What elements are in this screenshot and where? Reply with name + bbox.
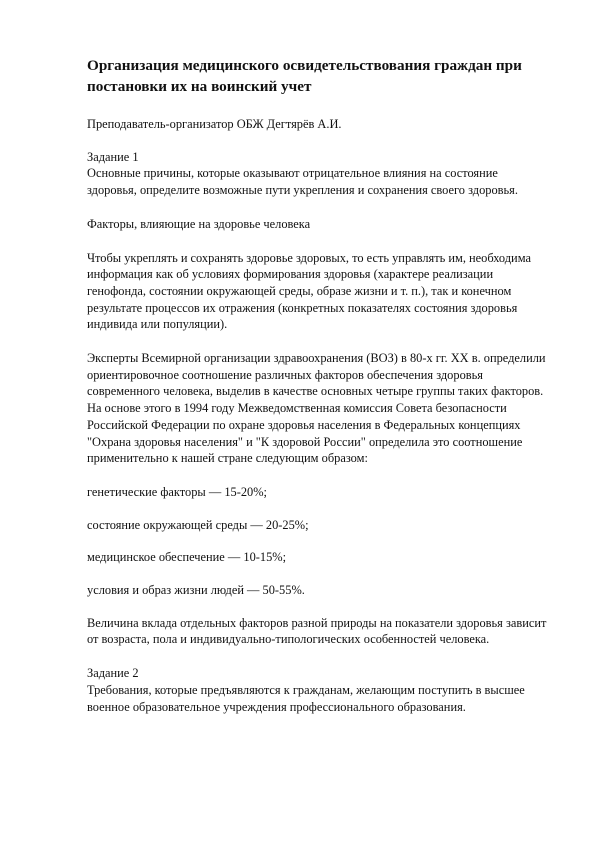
task-2-text: Требования, которые предъявляются к гражданам, желающим поступить в высшее военное образовательное учреждения профессионального образования. xyxy=(87,682,525,714)
factor-item: состояние окружающей среды — 20-25%; xyxy=(87,517,309,532)
factor-item: медицинское обеспечение — 10-15%; xyxy=(87,550,287,565)
document-title: Организация медицинского освидетельствования граждан при постановки их на воинский учет xyxy=(87,57,522,95)
task-2-heading: Задание 2 xyxy=(87,666,139,681)
section-subheading: Факторы, влияющие на здоровье человека xyxy=(87,216,311,231)
author-line: Преподаватель-организатор ОБЖ Дегтярёв А.И. xyxy=(87,117,342,131)
factor-item: генетические факторы — 15-20%; xyxy=(87,484,267,499)
paragraph-1: Чтобы укреплять и сохранять здоровье здоровых, то есть управлять им, необходима информация как об условиях формирования здоровья (характере реализации генофонда, состоянии окружающей среды, образе жизни и т. п.), так и конечном результате процессов их отражения (конкретных показателях состояния здоровья индивида или популяции). xyxy=(87,250,531,332)
task-1-text: Основные причины, которые оказывают отрицательное влияния на состояние здоровья, определите возможные пути укрепления и сохранения своего здоровья. xyxy=(87,166,518,198)
paragraph-2: Эксперты Всемирной организации здравоохранения (ВОЗ) в 80-х гг. XX в. определили ориентировочное соотношение различных факторов обеспечения здоровья современного человека, выделив в качестве основных четыре группы таких факторов. На основе этого в 1994 году Межведомственная комиссия Совета безопасности Российской Федерации по охране здоровья населения в Федеральных концепциях "Охрана здоровья населения" и "К здоровой России" определила это соотношение применительно к нашей стране следующим образом: xyxy=(87,351,546,466)
factor-item: условия и образ жизни людей — 50-55%. xyxy=(87,583,305,598)
paragraph-3: Величина вклада отдельных факторов разной природы на показатели здоровья зависит от возраста, пола и индивидуально-типологических особенностей человека. xyxy=(87,615,547,647)
task-1-heading: Задание 1 xyxy=(87,149,139,164)
